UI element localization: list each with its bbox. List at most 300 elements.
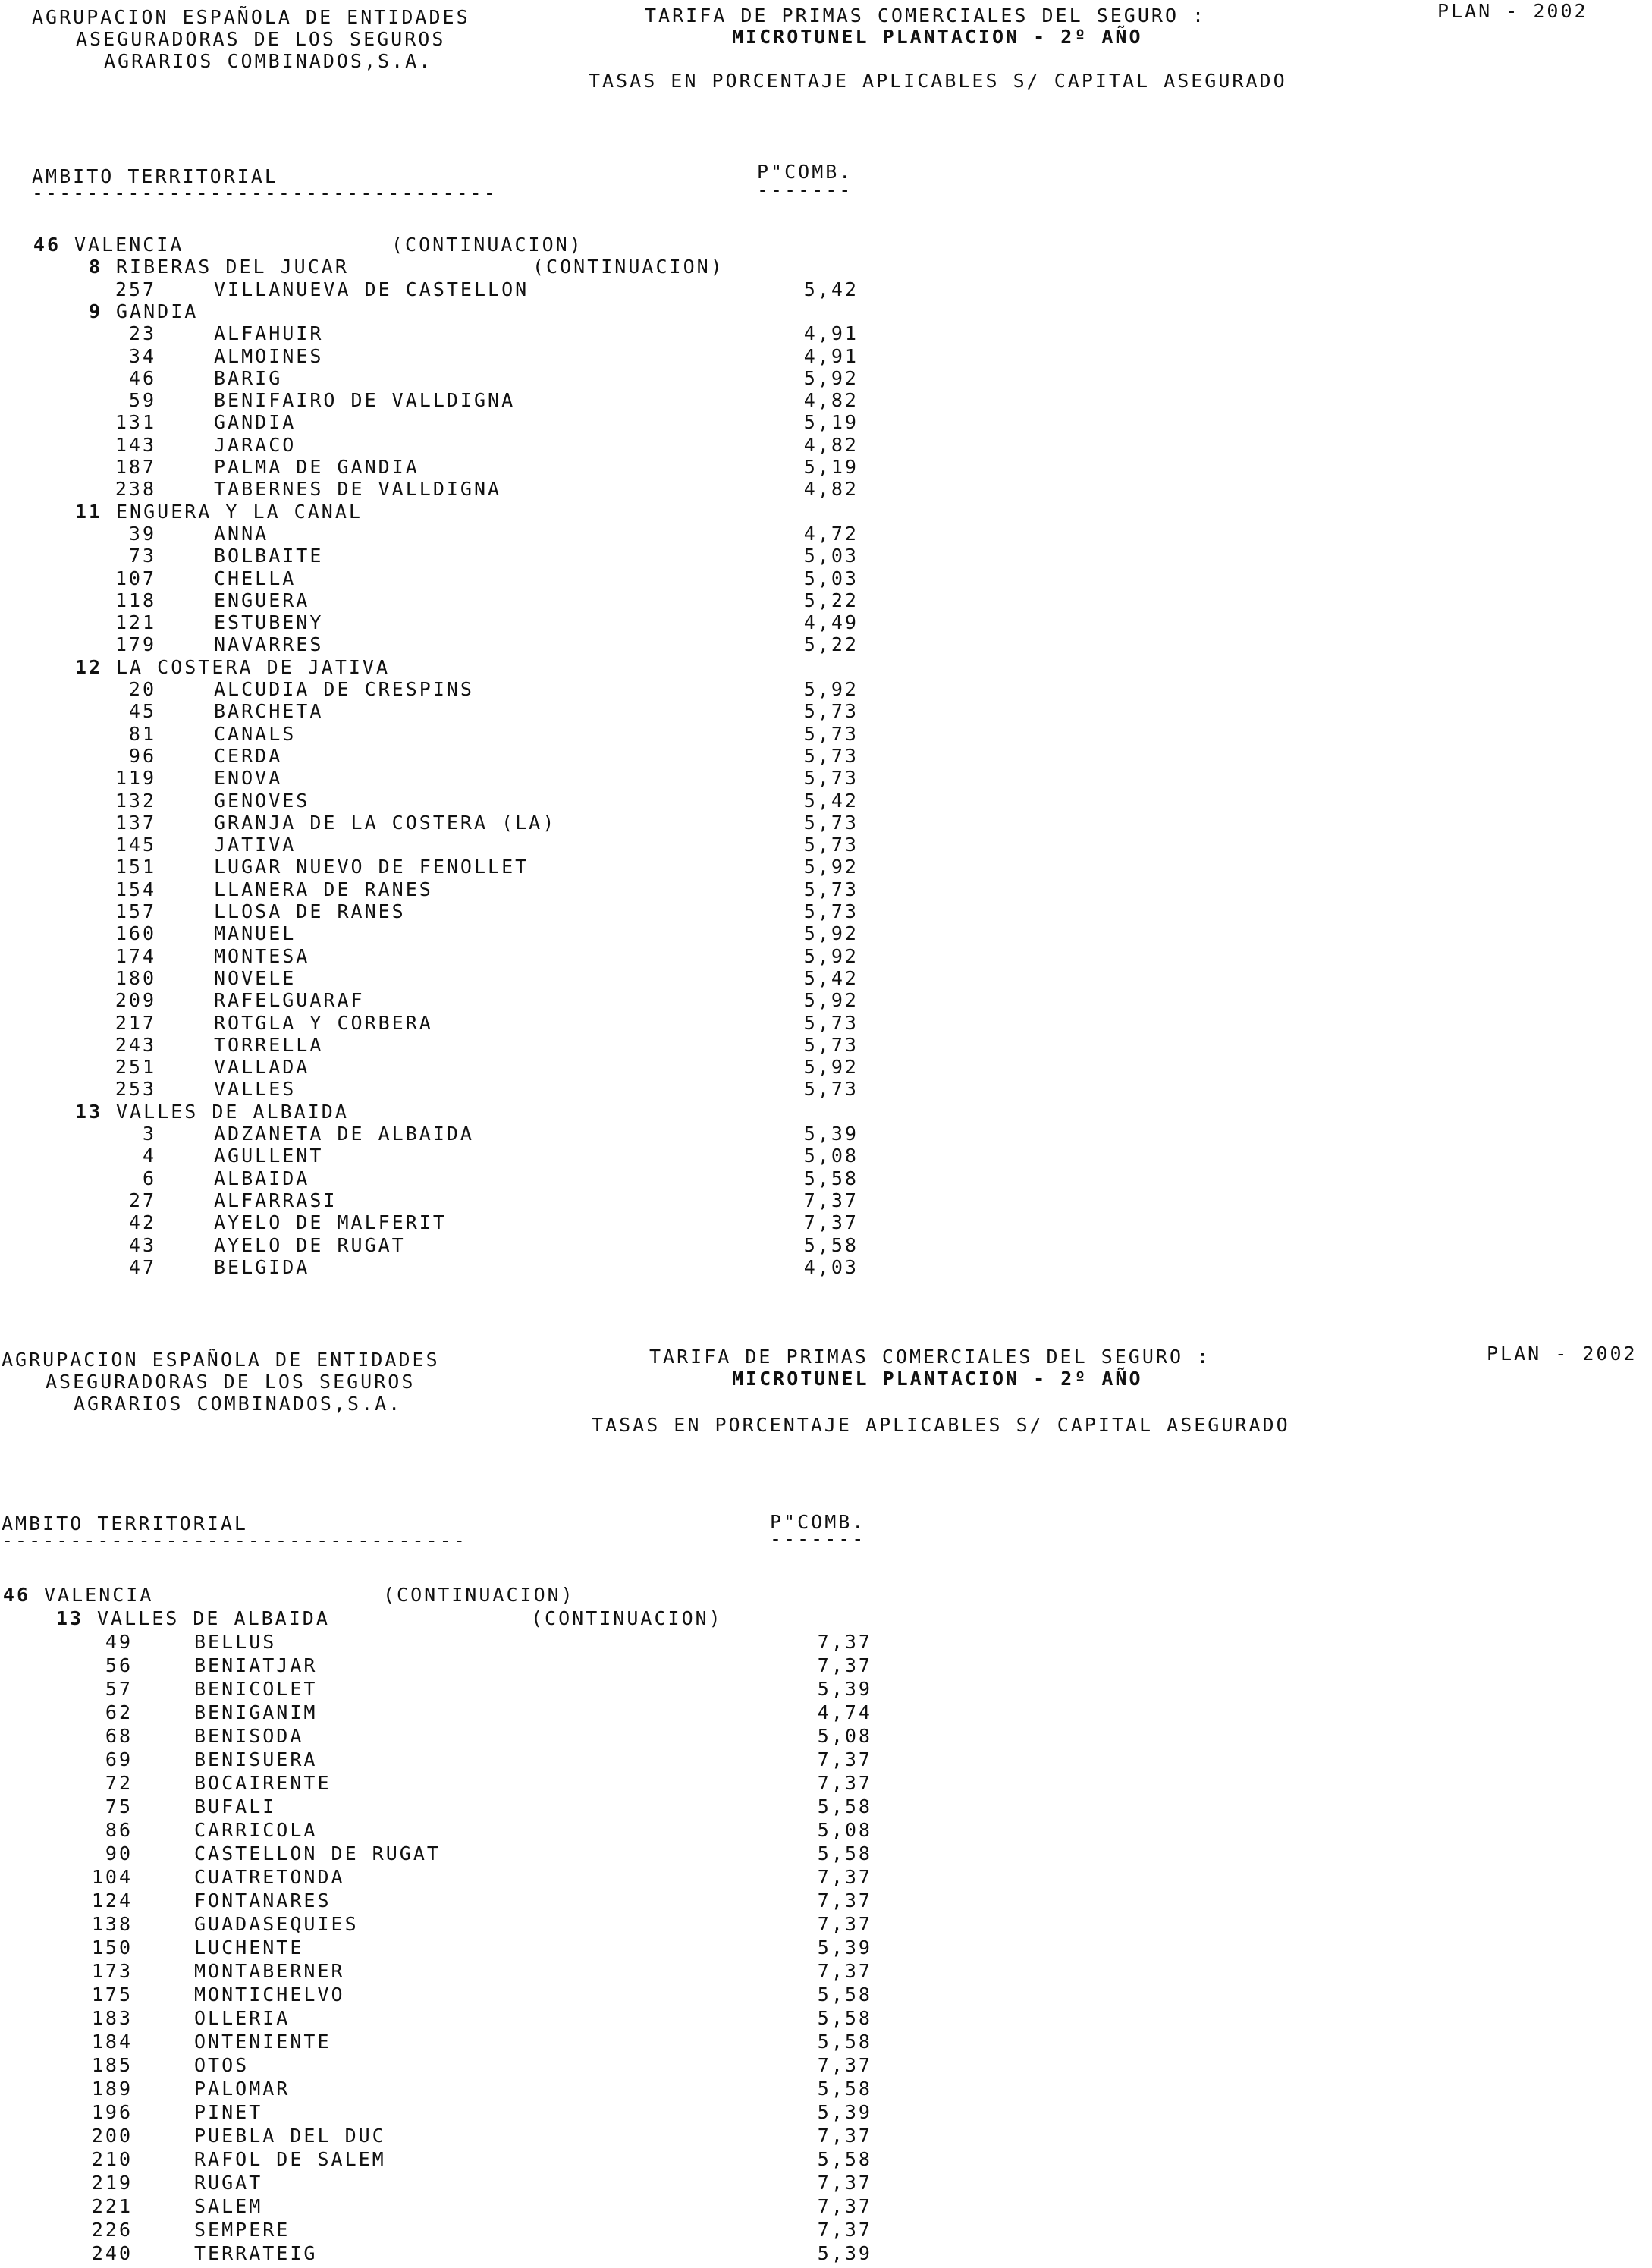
rates-subtitle: TASAS EN PORCENTAJE APLICABLES S/ CAPITAL ASEGURADO xyxy=(589,70,1287,92)
row-rate-value: 5,22 xyxy=(803,589,859,611)
row-code: 6 xyxy=(142,1167,156,1189)
row-code: 59 xyxy=(128,389,156,412)
row-code: 189 xyxy=(91,2078,133,2100)
municipality-row xyxy=(0,767,1652,789)
municipality-row xyxy=(0,2219,1652,2241)
row-rate-value: 5,08 xyxy=(803,1145,859,1167)
row-rate-value: 7,37 xyxy=(817,2125,872,2147)
row-rate-value: 5,73 xyxy=(803,1033,859,1056)
row-name: VALLADA xyxy=(214,1056,310,1079)
row-continuation-note: (CONTINUACION) xyxy=(532,256,724,278)
row-code: 34 xyxy=(128,344,156,367)
row-code: 174 xyxy=(115,944,156,967)
municipality-row xyxy=(0,2078,1652,2100)
row-code: 56 xyxy=(105,1654,133,1676)
row-name: FONTANARES xyxy=(194,1889,331,1911)
row-rate-value: 7,37 xyxy=(817,1654,872,1676)
municipality-row xyxy=(0,1866,1652,1888)
row-rate-value: 5,58 xyxy=(817,2078,872,2100)
row-continuation-note: (CONTINUACION) xyxy=(383,1584,575,1606)
row-rate-value: 4,82 xyxy=(803,478,859,501)
row-code: 11 xyxy=(74,500,102,523)
row-rate-value: 5,92 xyxy=(803,922,859,945)
row-code: 151 xyxy=(115,856,156,878)
row-name: LA COSTERA DE JATIVA xyxy=(116,655,391,678)
row-name: ENOVA xyxy=(214,767,283,790)
row-name: BOLBAITE xyxy=(214,545,324,567)
row-code: 175 xyxy=(91,1984,133,2006)
row-rate-value: 5,73 xyxy=(803,700,859,723)
row-name: SALEM xyxy=(194,2195,263,2217)
row-name: BENIGANIM xyxy=(194,1701,318,1723)
column-header-ambito-rule: ---------------------------------- xyxy=(2,1529,467,1551)
comarca-row xyxy=(0,1101,1652,1123)
row-name: VALENCIA xyxy=(74,234,184,256)
row-code: 210 xyxy=(91,2148,133,2170)
row-name: ALFAHUIR xyxy=(214,322,324,345)
row-rate-value: 7,37 xyxy=(817,2219,872,2241)
row-name: PINET xyxy=(194,2101,263,2123)
municipality-row xyxy=(0,1701,1652,1723)
row-code: 185 xyxy=(91,2054,133,2076)
municipality-row xyxy=(0,633,1652,655)
row-name: OLLERIA xyxy=(194,2007,291,2029)
row-name: BENISODA xyxy=(194,1725,304,1747)
row-rate-value: 5,73 xyxy=(803,722,859,745)
row-name: ESTUBENY xyxy=(214,611,324,634)
row-code: 86 xyxy=(105,1819,133,1841)
row-code: 221 xyxy=(91,2195,133,2217)
row-code: 72 xyxy=(105,1772,133,1794)
row-code: 12 xyxy=(74,655,102,678)
row-name: PALMA DE GANDIA xyxy=(214,456,419,478)
municipality-row xyxy=(0,1234,1652,1256)
row-rate-value: 5,92 xyxy=(803,1056,859,1079)
municipality-row xyxy=(0,1654,1652,1676)
row-code: 57 xyxy=(105,1678,133,1700)
row-rate-value: 4,82 xyxy=(803,389,859,412)
row-rate-value: 7,37 xyxy=(817,1913,872,1935)
row-code: 154 xyxy=(115,878,156,900)
row-code: 217 xyxy=(115,1011,156,1034)
row-rate-value: 4,03 xyxy=(803,1255,859,1278)
row-name: RAFELGUARAF xyxy=(214,989,365,1012)
row-name: BENISUERA xyxy=(194,1748,318,1770)
row-name: GANDIA xyxy=(214,411,297,434)
row-name: GRANJA DE LA COSTERA (LA) xyxy=(214,811,557,834)
municipality-row xyxy=(0,834,1652,856)
municipality-row xyxy=(0,2195,1652,2217)
row-code: 68 xyxy=(105,1725,133,1747)
municipality-row xyxy=(0,1167,1652,1189)
row-name: AYELO DE MALFERIT xyxy=(214,1211,447,1234)
row-code: 46 xyxy=(2,1584,30,1606)
row-code: 180 xyxy=(115,966,156,989)
municipality-row xyxy=(0,1034,1652,1056)
row-code: 179 xyxy=(115,633,156,656)
row-rate-value: 5,39 xyxy=(817,2101,872,2123)
row-name: PUEBLA DEL DUC xyxy=(194,2125,386,2147)
row-name: JATIVA xyxy=(214,834,297,856)
municipality-row xyxy=(0,411,1652,433)
row-rate-value: 7,37 xyxy=(817,2172,872,2194)
row-rate-value: 5,03 xyxy=(803,545,859,567)
row-name: ALCUDIA DE CRESPINS xyxy=(214,678,474,700)
row-rate-value: 5,73 xyxy=(803,744,859,767)
row-name: GUADASEQUIES xyxy=(194,1913,359,1935)
municipality-row xyxy=(0,1913,1652,1935)
row-code: 81 xyxy=(128,722,156,745)
row-name: LLOSA DE RANES xyxy=(214,900,406,922)
row-rate-value: 5,19 xyxy=(803,411,859,434)
row-rate-value: 5,58 xyxy=(803,1167,859,1189)
municipality-row xyxy=(0,878,1652,900)
municipality-row xyxy=(0,2125,1652,2147)
row-code: 119 xyxy=(115,767,156,790)
row-rate-value: 5,58 xyxy=(817,1842,872,1864)
row-name: MANUEL xyxy=(214,922,297,945)
row-rate-value: 5,73 xyxy=(803,767,859,790)
row-code: 157 xyxy=(115,900,156,922)
row-rate-value: 5,39 xyxy=(803,1123,859,1145)
municipality-row xyxy=(0,2007,1652,2029)
municipality-row xyxy=(0,1984,1652,2006)
row-code: 184 xyxy=(91,2031,133,2053)
row-name: RAFOL DE SALEM xyxy=(194,2148,386,2170)
row-name: BENICOLET xyxy=(194,1678,318,1700)
municipality-row xyxy=(0,856,1652,878)
row-name: VALLES DE ALBAIDA xyxy=(97,1607,330,1629)
municipality-row xyxy=(0,700,1652,722)
municipality-row xyxy=(0,1012,1652,1034)
municipality-row xyxy=(0,1678,1652,1700)
row-name: VALLES xyxy=(214,1078,297,1101)
row-code: 253 xyxy=(115,1078,156,1101)
row-code: 20 xyxy=(128,678,156,700)
row-name: BELGIDA xyxy=(214,1255,310,1278)
row-name: ADZANETA DE ALBAIDA xyxy=(214,1123,474,1145)
municipality-row xyxy=(0,900,1652,922)
municipality-row xyxy=(0,1145,1652,1167)
column-header-ambito: AMBITO TERRITORIAL xyxy=(2,1513,248,1535)
column-header-ambito-rule: ---------------------------------- xyxy=(32,182,498,204)
row-name: TERRATEIG xyxy=(194,2242,318,2264)
row-code: 209 xyxy=(115,989,156,1012)
row-name: ALMOINES xyxy=(214,344,324,367)
municipality-row xyxy=(0,1123,1652,1145)
row-name: NOVELE xyxy=(214,966,297,989)
row-name: BARIG xyxy=(214,366,283,389)
row-code: 150 xyxy=(91,1937,133,1959)
rates-subtitle: TASAS EN PORCENTAJE APLICABLES S/ CAPITAL ASEGURADO xyxy=(592,1414,1290,1436)
row-code: 131 xyxy=(115,411,156,434)
row-code: 160 xyxy=(115,922,156,945)
row-name: GANDIA xyxy=(116,300,199,322)
municipality-row xyxy=(0,2172,1652,2194)
row-rate-value: 7,37 xyxy=(817,1960,872,1982)
column-header-prima: P"COMB. xyxy=(757,161,853,183)
municipality-row xyxy=(0,967,1652,989)
row-name: VALLES DE ALBAIDA xyxy=(116,1100,349,1123)
row-rate-value: 5,22 xyxy=(803,633,859,656)
row-name: AGULLENT xyxy=(214,1145,324,1167)
row-code: 3 xyxy=(142,1123,156,1145)
row-code: 75 xyxy=(105,1795,133,1817)
row-code: 62 xyxy=(105,1701,133,1723)
row-name: TORRELLA xyxy=(214,1033,324,1056)
row-code: 243 xyxy=(115,1033,156,1056)
row-name: ROTGLA Y CORBERA xyxy=(214,1011,433,1034)
row-code: 145 xyxy=(115,834,156,856)
row-rate-value: 5,92 xyxy=(803,944,859,967)
municipality-row xyxy=(0,1795,1652,1817)
row-code: 226 xyxy=(91,2219,133,2241)
municipality-row xyxy=(0,2031,1652,2053)
row-rate-value: 7,37 xyxy=(817,2054,872,2076)
row-continuation-note: (CONTINUACION) xyxy=(531,1607,723,1629)
row-code: 46 xyxy=(33,234,61,256)
row-code: 8 xyxy=(88,256,102,278)
row-code: 42 xyxy=(128,1211,156,1234)
row-code: 90 xyxy=(105,1842,133,1864)
row-rate-value: 4,74 xyxy=(817,1701,872,1723)
municipality-row xyxy=(0,922,1652,944)
row-code: 118 xyxy=(115,589,156,611)
municipality-row xyxy=(0,345,1652,367)
row-code: 96 xyxy=(128,744,156,767)
row-name: SEMPERE xyxy=(194,2219,291,2241)
row-name: CARRICOLA xyxy=(194,1819,318,1841)
municipality-row xyxy=(0,1889,1652,1911)
municipality-row xyxy=(0,611,1652,633)
row-code: 23 xyxy=(128,322,156,345)
row-name: TABERNES DE VALLDIGNA xyxy=(214,478,502,501)
comarca-row xyxy=(0,300,1652,322)
row-name: CANALS xyxy=(214,722,297,745)
row-name: BENIFAIRO DE VALLDIGNA xyxy=(214,389,516,412)
municipality-row xyxy=(0,2242,1652,2264)
row-code: 13 xyxy=(74,1100,102,1123)
row-rate-value: 4,49 xyxy=(803,611,859,634)
row-code: 257 xyxy=(115,278,156,300)
municipality-row xyxy=(0,589,1652,611)
tariff-title: TARIFA DE PRIMAS COMERCIALES DEL SEGURO : xyxy=(649,1346,1211,1368)
column-header-ambito: AMBITO TERRITORIAL xyxy=(32,165,278,187)
plan-label: PLAN - 2002 xyxy=(1437,0,1588,22)
row-code: 45 xyxy=(128,700,156,723)
municipality-row xyxy=(0,1842,1652,1864)
row-rate-value: 5,58 xyxy=(817,2148,872,2170)
row-rate-value: 7,37 xyxy=(817,1748,872,1770)
row-rate-value: 7,37 xyxy=(817,2195,872,2217)
crop-title: MICROTUNEL PLANTACION - 2º AÑO xyxy=(732,26,1143,48)
municipality-row xyxy=(0,478,1652,500)
row-code: 137 xyxy=(115,811,156,834)
row-rate-value: 5,58 xyxy=(817,2031,872,2053)
row-name: CHELLA xyxy=(214,567,297,589)
row-rate-value: 5,03 xyxy=(803,567,859,589)
row-name: BOCAIRENTE xyxy=(194,1772,331,1794)
plan-label: PLAN - 2002 xyxy=(1487,1343,1638,1365)
row-rate-value: 5,58 xyxy=(817,1984,872,2006)
org-name-line-3: AGRARIOS COMBINADOS,S.A. xyxy=(74,1393,403,1415)
row-name: MONTESA xyxy=(214,944,310,967)
row-code: 173 xyxy=(91,1960,133,1982)
row-name: MONTABERNER xyxy=(194,1960,345,1982)
row-name: JARACO xyxy=(214,433,297,456)
row-name: AYELO DE RUGAT xyxy=(214,1233,406,1256)
row-rate-value: 5,92 xyxy=(803,856,859,878)
row-code: 187 xyxy=(115,456,156,478)
municipality-row xyxy=(0,1056,1652,1078)
row-rate-value: 7,37 xyxy=(817,1889,872,1911)
row-rate-value: 4,72 xyxy=(803,522,859,545)
row-rate-value: 7,37 xyxy=(817,1631,872,1653)
row-name: VALENCIA xyxy=(44,1584,154,1606)
row-rate-value: 5,19 xyxy=(803,456,859,478)
row-name: ONTENIENTE xyxy=(194,2031,331,2053)
row-name: ANNA xyxy=(214,522,269,545)
municipality-row xyxy=(0,545,1652,567)
row-name: CASTELLON DE RUGAT xyxy=(194,1842,441,1864)
municipality-row xyxy=(0,278,1652,300)
row-name: CUATRETONDA xyxy=(194,1866,345,1888)
province-row xyxy=(0,1584,1652,1606)
row-name: ALFARRASI xyxy=(214,1189,338,1211)
row-name: LLANERA DE RANES xyxy=(214,878,433,900)
municipality-row xyxy=(0,1078,1652,1100)
row-code: 132 xyxy=(115,789,156,812)
row-code: 13 xyxy=(55,1607,83,1629)
column-header-prima-rule: ------- xyxy=(757,179,853,201)
municipality-row xyxy=(0,1819,1652,1841)
row-rate-value: 5,39 xyxy=(817,1937,872,1959)
row-code: 73 xyxy=(128,545,156,567)
row-name: MONTICHELVO xyxy=(194,1984,345,2006)
row-rate-value: 5,92 xyxy=(803,678,859,700)
row-rate-value: 7,37 xyxy=(817,1866,872,1888)
row-name: VILLANUEVA DE CASTELLON xyxy=(214,278,529,300)
org-name-line-3: AGRARIOS COMBINADOS,S.A. xyxy=(104,50,433,72)
tariff-title: TARIFA DE PRIMAS COMERCIALES DEL SEGURO : xyxy=(645,5,1207,27)
municipality-row xyxy=(0,1189,1652,1211)
row-name: BELLUS xyxy=(194,1631,277,1653)
municipality-row xyxy=(0,322,1652,344)
crop-title: MICROTUNEL PLANTACION - 2º AÑO xyxy=(732,1368,1143,1390)
municipality-row xyxy=(0,2054,1652,2076)
row-code: 143 xyxy=(115,433,156,456)
row-code: 27 xyxy=(128,1189,156,1211)
row-code: 4 xyxy=(142,1145,156,1167)
row-name: GENOVES xyxy=(214,789,310,812)
municipality-row xyxy=(0,367,1652,389)
province-row xyxy=(0,234,1652,256)
row-rate-value: 5,73 xyxy=(803,878,859,900)
municipality-row xyxy=(0,1631,1652,1653)
row-name: CERDA xyxy=(214,744,283,767)
row-rate-value: 5,42 xyxy=(803,278,859,300)
row-code: 47 xyxy=(128,1255,156,1278)
municipality-row xyxy=(0,434,1652,456)
municipality-row xyxy=(0,1748,1652,1770)
municipality-row xyxy=(0,523,1652,545)
row-code: 124 xyxy=(91,1889,133,1911)
org-name-line-1: AGRUPACION ESPAÑOLA DE ENTIDADES xyxy=(32,6,470,28)
municipality-row xyxy=(0,745,1652,767)
row-code: 46 xyxy=(128,366,156,389)
comarca-row xyxy=(0,656,1652,678)
row-code: 49 xyxy=(105,1631,133,1653)
row-name: BUFALI xyxy=(194,1795,277,1817)
municipality-row xyxy=(0,723,1652,745)
row-code: 240 xyxy=(91,2242,133,2264)
row-code: 138 xyxy=(91,1913,133,1935)
row-code: 121 xyxy=(115,611,156,634)
row-rate-value: 5,08 xyxy=(817,1725,872,1747)
row-rate-value: 5,92 xyxy=(803,366,859,389)
municipality-row xyxy=(0,1937,1652,1959)
row-rate-value: 5,92 xyxy=(803,989,859,1012)
municipality-row xyxy=(0,812,1652,834)
row-code: 196 xyxy=(91,2101,133,2123)
row-rate-value: 5,58 xyxy=(817,1795,872,1817)
municipality-row xyxy=(0,389,1652,411)
row-name: OTOS xyxy=(194,2054,250,2076)
row-rate-value: 5,42 xyxy=(803,789,859,812)
municipality-row xyxy=(0,1725,1652,1747)
municipality-row xyxy=(0,1256,1652,1278)
municipality-row xyxy=(0,678,1652,700)
row-rate-value: 5,73 xyxy=(803,811,859,834)
row-code: 238 xyxy=(115,478,156,501)
row-code: 104 xyxy=(91,1866,133,1888)
comarca-row xyxy=(0,1607,1652,1629)
row-code: 39 xyxy=(128,522,156,545)
row-name: RUGAT xyxy=(194,2172,263,2194)
row-name: NAVARRES xyxy=(214,633,324,656)
municipality-row xyxy=(0,790,1652,812)
row-rate-value: 5,73 xyxy=(803,1011,859,1034)
municipality-row xyxy=(0,1211,1652,1233)
org-name-line-2: ASEGURADORAS DE LOS SEGUROS xyxy=(46,1371,416,1393)
row-rate-value: 5,42 xyxy=(803,966,859,989)
row-code: 107 xyxy=(115,567,156,589)
row-name: PALOMAR xyxy=(194,2078,291,2100)
row-continuation-note: (CONTINUACION) xyxy=(391,234,583,256)
column-header-prima-rule: ------- xyxy=(770,1528,866,1550)
row-code: 43 xyxy=(128,1233,156,1256)
org-name-line-2: ASEGURADORAS DE LOS SEGUROS xyxy=(76,28,446,50)
row-rate-value: 7,37 xyxy=(803,1189,859,1211)
row-rate-value: 5,73 xyxy=(803,834,859,856)
municipality-row xyxy=(0,456,1652,478)
municipality-row xyxy=(0,567,1652,589)
row-rate-value: 5,08 xyxy=(817,1819,872,1841)
municipality-row xyxy=(0,2101,1652,2123)
row-rate-value: 5,39 xyxy=(817,2242,872,2264)
row-rate-value: 4,91 xyxy=(803,344,859,367)
municipality-row xyxy=(0,1960,1652,1982)
row-rate-value: 7,37 xyxy=(803,1211,859,1234)
row-name: ENGUERA xyxy=(214,589,310,611)
comarca-row xyxy=(0,501,1652,523)
org-name-line-1: AGRUPACION ESPAÑOLA DE ENTIDADES xyxy=(2,1349,440,1371)
row-name: RIBERAS DEL JUCAR xyxy=(116,256,349,278)
row-code: 251 xyxy=(115,1056,156,1079)
row-name: BARCHETA xyxy=(214,700,324,723)
row-code: 200 xyxy=(91,2125,133,2147)
row-code: 9 xyxy=(88,300,102,322)
